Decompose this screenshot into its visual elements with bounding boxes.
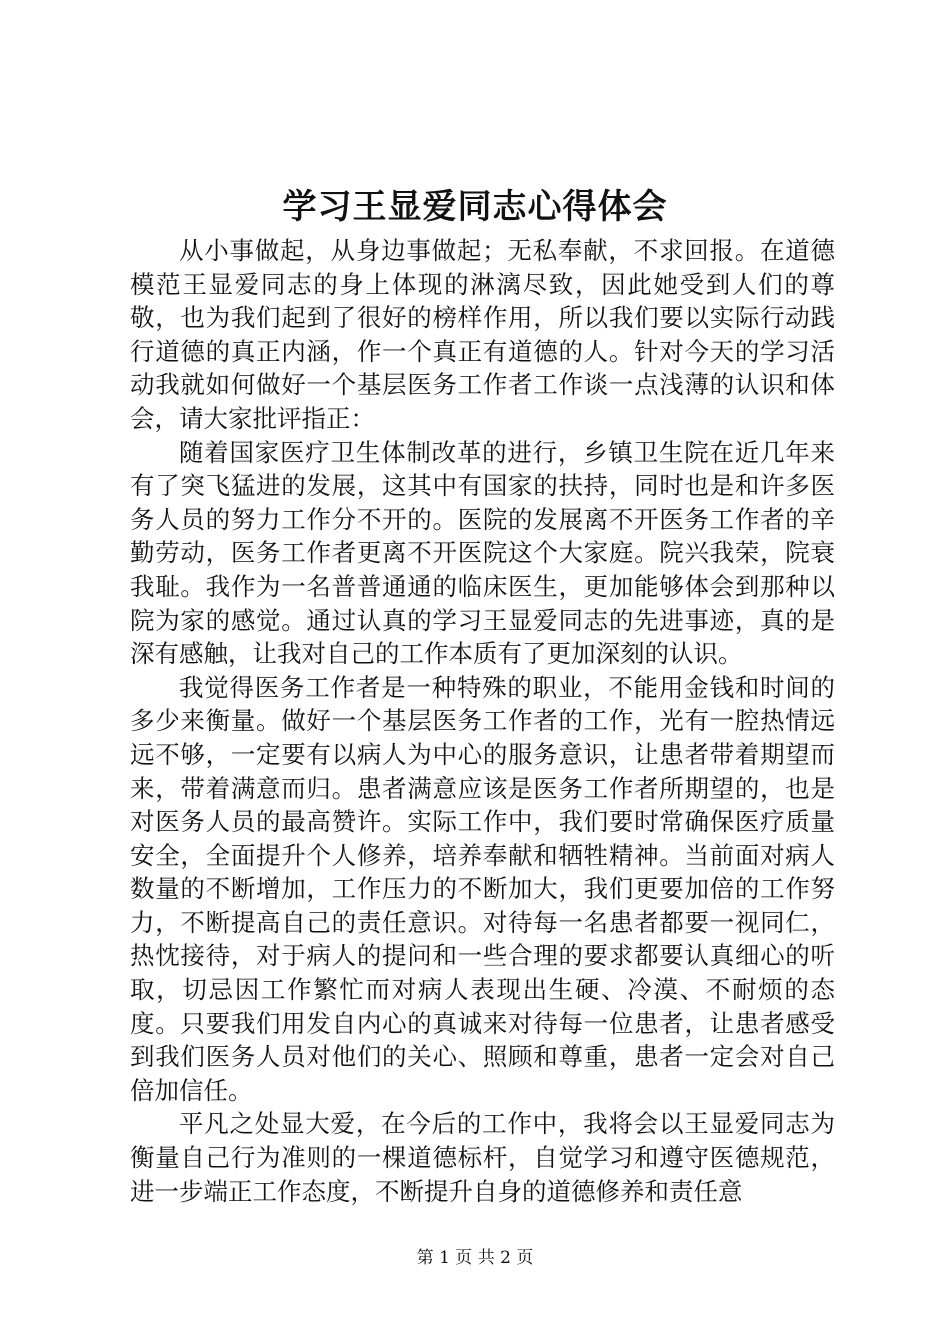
page-number-footer: 第 1 页 共 2 页 [416, 1248, 534, 1268]
document-body [130, 234, 835, 1208]
paragraph-3: 我觉得医务工作者是一种特殊的职业，不能用金钱和时间的多少来衡量。做好一个基层医务工作者的工作，光有一腔热情远远不够，一定要有以病人为中心的服务意识，让患者带着期望而来，带着满意而归。患者满意应该是医务工作者所期望的，也是对医务人员的最高赞许。实际工作中，我们要时常确保医疗质量安全，全面提升个人修养，培养奉献和牺牲精神。当前面对病人数量的不断增加，工作压力的不断加大，我们更要加倍的工作努力，不断提高自己的责任意识。对待每一名患者都要一视同仁，热忱接待，对于病人的提问和一些合理的要求都要认真细心的听取，切忌因工作繁忙而对病人表现出生硬、冷漠、不耐烦的态度。只要我们用发自内心的真诚来对待每一位患者，让患者感受到我们医务人员对他们的关心、照顾和尊重，患者一定会对自己倍加信任。 [130, 672, 835, 1105]
paragraph-4: 平凡之处显大爱，在今后的工作中，我将会以王显爱同志为衡量自己行为准则的一棵道德标杆，自觉学习和遵守医德规范，进一步端正工作态度，不断提升自身的道德修养和责任意 [130, 1109, 835, 1206]
paragraph-2: 随着国家医疗卫生体制改革的进行，乡镇卫生院在近几年来有了突飞猛进的发展，这其中有国家的扶持，同时也是和许多医务人员的努力工作分不开的。医院的发展离不开医务工作者的辛勤劳动，医务工作者更离不开医院这个大家庭。院兴我荣，院衰我耻。我作为一名普普通通的临床医生，更加能够体会到那种以院为家的感觉。通过认真的学习王显爱同志的先进事迹，真的是深有感触，让我对自己的工作本质有了更加深刻的认识。 [130, 437, 835, 669]
paragraph-1: 从小事做起，从身边事做起；无私奉献，不求回报。在道德模范王显爱同志的身上体现的淋漓尽致，因此她受到人们的尊敬，也为我们起到了很好的榜样作用，所以我们要以实际行动践行道德的真正内涵，作一个真正有道德的人。针对今天的学习活动我就如何做好一个基层医务工作者工作谈一点浅薄的认识和体会，请大家批评指正： [130, 236, 835, 433]
document-title: 学习王显爱同志心得体会 [282, 187, 668, 227]
